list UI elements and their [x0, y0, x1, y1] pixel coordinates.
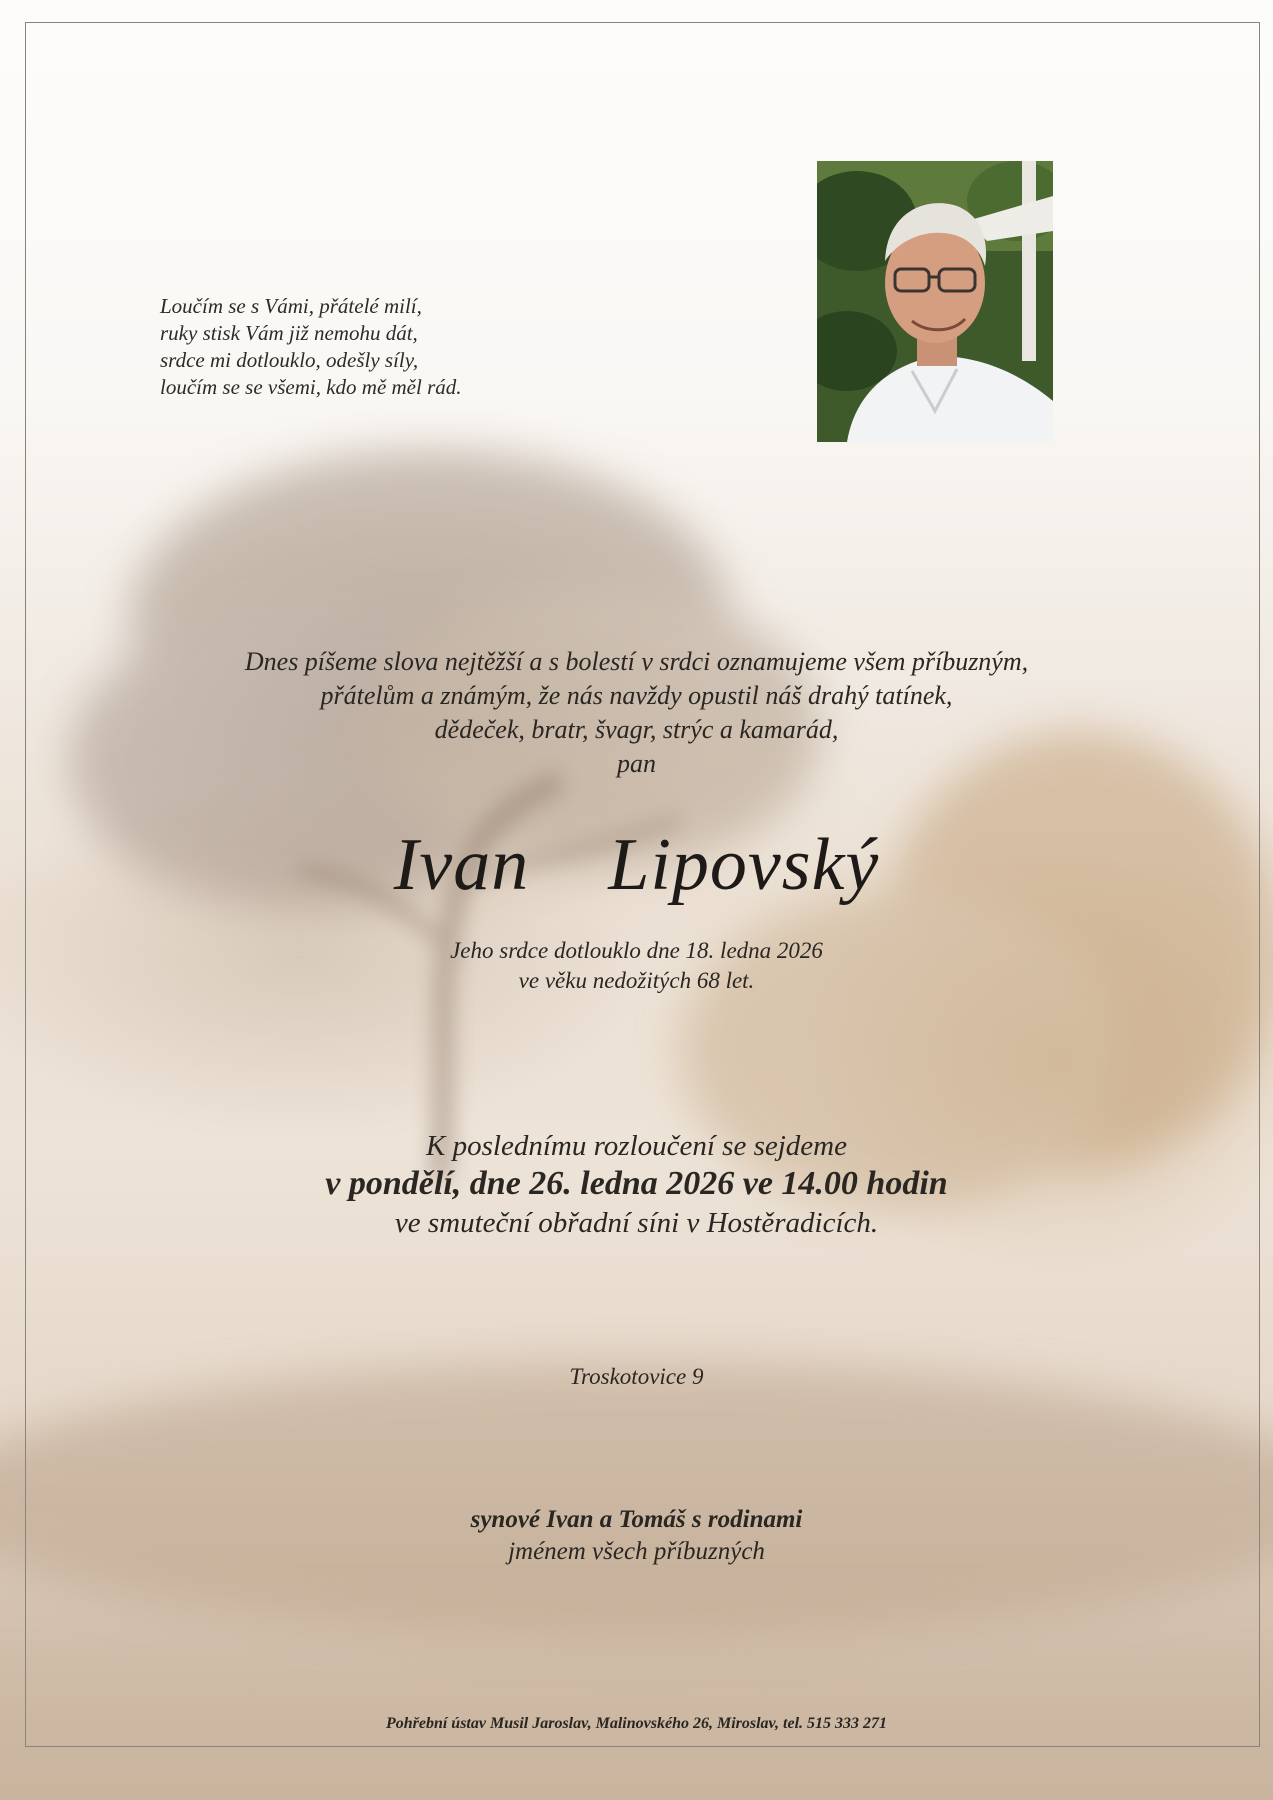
portrait-photo	[817, 161, 1053, 442]
poem-line: loučím se se všemi, kdo mě měl rád.	[160, 375, 462, 399]
home-address: Troskotovice 9	[569, 1364, 704, 1389]
mourners-names: synové Ivan a Tomáš s rodinami	[470, 1506, 803, 1533]
poem-line: Loučím se s Vámi, přátelé milí,	[160, 294, 422, 318]
death-info	[100, 936, 1173, 996]
funeral-date-time: v pondělí, dne 26. ledna 2026 ve 14.00 hodin	[325, 1165, 948, 1202]
funeral-details	[100, 1128, 1173, 1242]
announcement-line: Dnes píšeme slova nejtěžší a s bolestí v srdci oznamujeme všem příbuzným,	[244, 647, 1029, 676]
announcement-line: přátelům a známým, že nás navždy opustil náš drahý tatínek,	[320, 681, 953, 710]
mourners-relatives: jménem všech příbuzných	[508, 1538, 765, 1565]
funeral-intro: K poslednímu rozloučení se sejdeme	[426, 1130, 847, 1162]
mourners-signature	[100, 1504, 1173, 1568]
farewell-poem	[160, 293, 462, 401]
poem-line: srdce mi dotlouklo, odešly síly,	[160, 348, 419, 372]
funeral-location: ve smuteční obřadní síni v Hostěradicích.	[394, 1207, 879, 1239]
death-date-line: Jeho srdce dotlouklo dne 18. ledna 2026	[450, 938, 823, 963]
funeral-home-footer: Pohřební ústav Musil Jaroslav, Malinovského 26, Miroslav, tel. 515 333 271	[385, 1715, 888, 1732]
poem-line: ruky stisk Vám již nemohu dát,	[160, 321, 418, 345]
announcement-text	[100, 645, 1173, 781]
announcement-line: dědeček, bratr, švagr, strýc a kamarád,	[434, 715, 839, 744]
age-line: ve věku nedožitých 68 let.	[518, 968, 755, 993]
announcement-line: pan	[617, 749, 656, 778]
deceased-name: Ivan Lipovský	[393, 824, 880, 906]
